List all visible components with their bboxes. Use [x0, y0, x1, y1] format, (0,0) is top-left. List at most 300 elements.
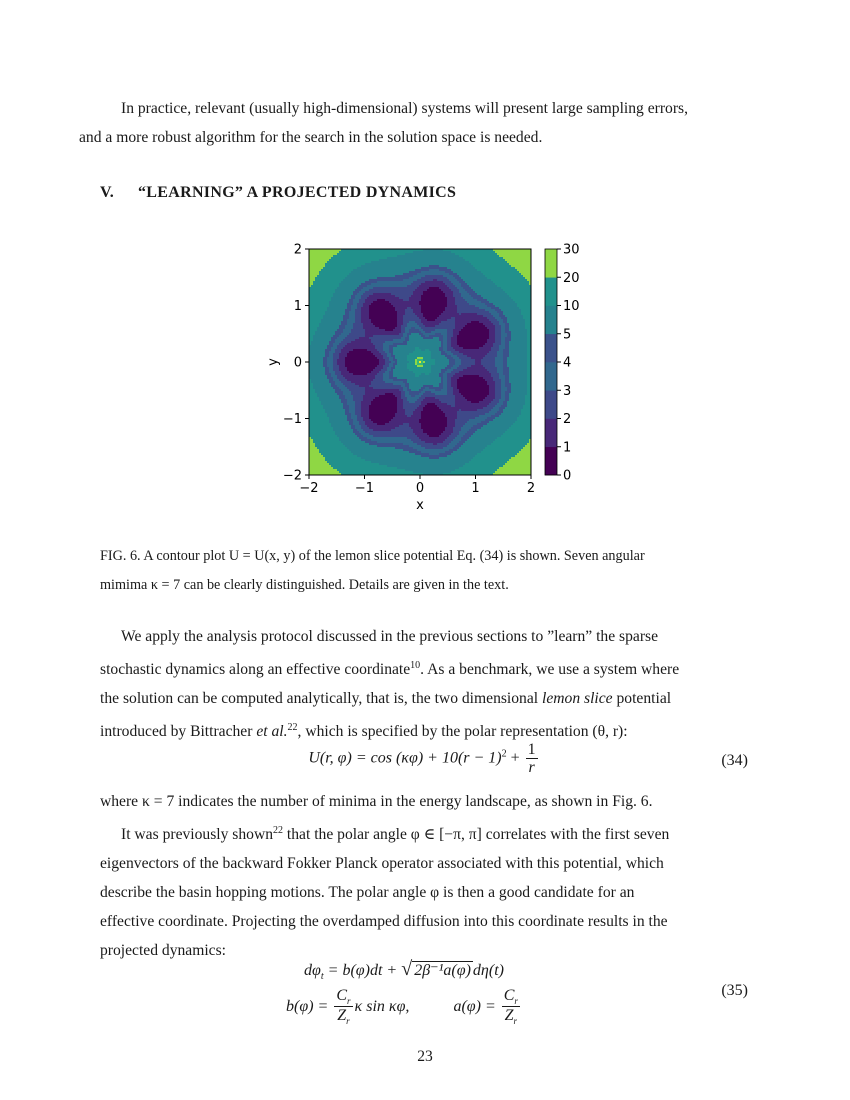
contour-cell [339, 261, 341, 263]
contour-cell [311, 389, 313, 391]
contour-cell [349, 357, 351, 359]
contour-cell [333, 331, 335, 333]
contour-cell [359, 439, 361, 441]
contour-cell [397, 287, 399, 289]
contour-cell [365, 379, 367, 381]
contour-cell [349, 383, 351, 385]
contour-cell [389, 265, 391, 267]
contour-cell [321, 325, 323, 327]
contour-cell [325, 441, 327, 443]
contour-cell [341, 449, 343, 451]
contour-cell [349, 325, 351, 327]
contour-cell [323, 435, 325, 437]
contour-cell [395, 389, 397, 391]
contour-cell [323, 373, 325, 375]
contour-cell [315, 455, 317, 457]
contour-cell [373, 351, 375, 353]
contour-cell [363, 445, 365, 447]
contour-cell [359, 387, 361, 389]
contour-cell [363, 447, 365, 449]
contour-cell [313, 453, 315, 455]
contour-cell [347, 307, 349, 309]
contour-cell [353, 279, 355, 281]
contour-cell [317, 335, 319, 337]
contour-cell [341, 325, 343, 327]
contour-cell [371, 411, 373, 413]
contour-cell [389, 361, 391, 363]
contour-cell [315, 351, 317, 353]
contour-cell [367, 347, 369, 349]
contour-cell [329, 439, 331, 441]
contour-cell [373, 325, 375, 327]
contour-cell [351, 467, 353, 469]
contour-cell [371, 379, 373, 381]
contour-cell [381, 453, 383, 455]
contour-cell [363, 341, 365, 343]
contour-cell [375, 255, 377, 257]
contour-cell [357, 355, 359, 357]
contour-cell [351, 281, 353, 283]
contour-cell [347, 371, 349, 373]
contour-cell [365, 403, 367, 405]
contour-cell [385, 353, 387, 355]
contour-cell [335, 361, 337, 363]
contour-cell [385, 417, 387, 419]
contour-cell [383, 403, 385, 405]
contour-cell [349, 281, 351, 283]
contour-cell [363, 463, 365, 465]
contour-cell [371, 303, 373, 305]
contour-cell [319, 283, 321, 285]
contour-cell [359, 433, 361, 435]
contour-cell [379, 321, 381, 323]
contour-cell [361, 285, 363, 287]
contour-cell [395, 367, 397, 369]
contour-cell [317, 383, 319, 385]
contour-cell [375, 413, 377, 415]
contour-cell [357, 393, 359, 395]
contour-cell [373, 423, 375, 425]
contour-cell [365, 327, 367, 329]
contour-cell [351, 417, 353, 419]
contour-cell [375, 427, 377, 429]
contour-cell [353, 439, 355, 441]
contour-cell [375, 443, 377, 445]
contour-cell [319, 297, 321, 299]
contour-cell [363, 319, 365, 321]
contour-cell [327, 287, 329, 289]
contour-cell [385, 427, 387, 429]
contour-cell [381, 291, 383, 293]
contour-cell [317, 343, 319, 345]
contour-cell [327, 397, 329, 399]
contour-cell [345, 321, 347, 323]
contour-cell [341, 429, 343, 431]
contour-cell [379, 413, 381, 415]
contour-cell [359, 297, 361, 299]
contour-cell [319, 287, 321, 289]
contour-cell [323, 293, 325, 295]
contour-cell [315, 437, 317, 439]
contour-cell [367, 465, 369, 467]
contour-cell [369, 423, 371, 425]
contour-cell [315, 283, 317, 285]
contour-cell [377, 311, 379, 313]
contour-cell [327, 329, 329, 331]
contour-cell [331, 439, 333, 441]
contour-cell [389, 373, 391, 375]
contour-cell [325, 289, 327, 291]
contour-cell [341, 447, 343, 449]
contour-cell [377, 385, 379, 387]
contour-cell [317, 337, 319, 339]
contour-cell [355, 411, 357, 413]
contour-cell [339, 403, 341, 405]
contour-cell [393, 313, 395, 315]
contour-cell [317, 373, 319, 375]
contour-cell [375, 395, 377, 397]
contour-cell [327, 327, 329, 329]
contour-cell [331, 275, 333, 277]
contour-cell [333, 283, 335, 285]
contour-cell [359, 467, 361, 469]
contour-cell [345, 401, 347, 403]
contour-cell [345, 429, 347, 431]
contour-cell [385, 319, 387, 321]
contour-cell [335, 297, 337, 299]
contour-cell [313, 279, 315, 281]
contour-cell [315, 457, 317, 459]
contour-cell [353, 455, 355, 457]
contour-cell [321, 465, 323, 467]
contour-cell [353, 421, 355, 423]
contour-cell [321, 441, 323, 443]
contour-cell [315, 373, 317, 375]
contour-cell [365, 463, 367, 465]
contour-cell [375, 405, 377, 407]
contour-cell [317, 377, 319, 379]
contour-cell [377, 305, 379, 307]
contour-cell [313, 367, 315, 369]
contour-cell [365, 445, 367, 447]
contour-cell [395, 325, 397, 327]
contour-cell [317, 443, 319, 445]
contour-cell [385, 307, 387, 309]
contour-cell [351, 379, 353, 381]
contour-cell [329, 405, 331, 407]
contour-cell [347, 267, 349, 269]
contour-cell [327, 351, 329, 353]
contour-cell [349, 331, 351, 333]
contour-cell [311, 251, 313, 253]
contour-cell [395, 255, 397, 257]
contour-cell [317, 395, 319, 397]
contour-cell [369, 439, 371, 441]
contour-cell [339, 283, 341, 285]
contour-cell [349, 457, 351, 459]
contour-cell [351, 413, 353, 415]
contour-cell [349, 321, 351, 323]
contour-cell [343, 449, 345, 451]
contour-cell [391, 315, 393, 317]
contour-cell [397, 257, 399, 259]
contour-cell [365, 387, 367, 389]
contour-cell [335, 471, 337, 473]
contour-cell [357, 333, 359, 335]
contour-cell [369, 293, 371, 295]
contour-cell [317, 283, 319, 285]
contour-cell [333, 353, 335, 355]
contour-cell [357, 383, 359, 385]
contour-cell [325, 251, 327, 253]
contour-cell [369, 397, 371, 399]
contour-cell [317, 439, 319, 441]
contour-cell [359, 375, 361, 377]
contour-cell [373, 335, 375, 337]
contour-cell [351, 359, 353, 361]
contour-cell [331, 307, 333, 309]
contour-cell [357, 431, 359, 433]
contour-cell [329, 379, 331, 381]
contour-cell [349, 467, 351, 469]
contour-cell [341, 267, 343, 269]
contour-cell [393, 291, 395, 293]
contour-cell [343, 349, 345, 351]
contour-cell [347, 347, 349, 349]
contour-cell [387, 273, 389, 275]
contour-cell [397, 275, 399, 277]
contour-cell [355, 389, 357, 391]
contour-cell [333, 327, 335, 329]
contour-cell [389, 275, 391, 277]
contour-cell [329, 425, 331, 427]
contour-cell [381, 251, 383, 253]
contour-cell [361, 325, 363, 327]
contour-cell [327, 305, 329, 307]
contour-cell [323, 341, 325, 343]
contour-cell [387, 461, 389, 463]
contour-cell [333, 431, 335, 433]
contour-cell [333, 433, 335, 435]
contour-cell [379, 381, 381, 383]
contour-cell [363, 265, 365, 267]
contour-cell [395, 273, 397, 275]
contour-cell [335, 317, 337, 319]
contour-cell [389, 271, 391, 273]
contour-cell [323, 323, 325, 325]
contour-cell [311, 413, 313, 415]
contour-cell [381, 389, 383, 391]
contour-cell [315, 391, 317, 393]
contour-cell [361, 367, 363, 369]
contour-cell [343, 281, 345, 283]
contour-cell [377, 409, 379, 411]
contour-cell [385, 373, 387, 375]
contour-cell [371, 373, 373, 375]
contour-cell [361, 415, 363, 417]
contour-cell [319, 447, 321, 449]
contour-cell [349, 353, 351, 355]
contour-cell [331, 453, 333, 455]
contour-cell [349, 401, 351, 403]
contour-cell [377, 399, 379, 401]
contour-cell [317, 465, 319, 467]
contour-cell [323, 433, 325, 435]
contour-cell [383, 389, 385, 391]
contour-cell [385, 429, 387, 431]
contour-cell [339, 401, 341, 403]
contour-cell [383, 425, 385, 427]
contour-cell [365, 429, 367, 431]
contour-cell [369, 357, 371, 359]
contour-cell [317, 469, 319, 471]
contour-cell [357, 417, 359, 419]
contour-cell [365, 427, 367, 429]
contour-cell [327, 367, 329, 369]
contour-cell [315, 367, 317, 369]
contour-cell [375, 471, 377, 473]
contour-cell [331, 253, 333, 255]
contour-cell [377, 339, 379, 341]
contour-cell [349, 303, 351, 305]
contour-cell [331, 261, 333, 263]
contour-cell [391, 309, 393, 311]
contour-cell [339, 393, 341, 395]
contour-cell [357, 277, 359, 279]
contour-cell [329, 397, 331, 399]
contour-cell [345, 375, 347, 377]
contour-cell [317, 429, 319, 431]
contour-cell [329, 303, 331, 305]
contour-cell [325, 391, 327, 393]
contour-cell [337, 431, 339, 433]
contour-cell [375, 391, 377, 393]
contour-cell [313, 269, 315, 271]
contour-cell [325, 451, 327, 453]
contour-cell [369, 369, 371, 371]
contour-cell [361, 267, 363, 269]
contour-cell [349, 271, 351, 273]
contour-cell [365, 437, 367, 439]
contour-cell [393, 285, 395, 287]
contour-cell [361, 441, 363, 443]
contour-cell [369, 451, 371, 453]
contour-cell [317, 257, 319, 259]
contour-cell [383, 251, 385, 253]
contour-cell [375, 409, 377, 411]
contour-cell [329, 459, 331, 461]
contour-cell [389, 301, 391, 303]
contour-cell [395, 331, 397, 333]
contour-cell [381, 455, 383, 457]
contour-cell [391, 455, 393, 457]
contour-cell [369, 323, 371, 325]
contour-cell [375, 457, 377, 459]
contour-cell [385, 451, 387, 453]
contour-cell [353, 399, 355, 401]
contour-cell [357, 271, 359, 273]
contour-cell [347, 413, 349, 415]
contour-cell [385, 291, 387, 293]
contour-cell [373, 261, 375, 263]
contour-cell [389, 445, 391, 447]
contour-cell [391, 273, 393, 275]
contour-cell [385, 339, 387, 341]
contour-cell [343, 433, 345, 435]
contour-cell [367, 301, 369, 303]
contour-cell [337, 403, 339, 405]
contour-cell [389, 257, 391, 259]
contour-cell [333, 399, 335, 401]
contour-cell [357, 351, 359, 353]
contour-cell [375, 361, 377, 363]
contour-cell [319, 391, 321, 393]
contour-cell [319, 441, 321, 443]
contour-cell [317, 435, 319, 437]
contour-cell [341, 281, 343, 283]
contour-cell [341, 427, 343, 429]
contour-cell [379, 327, 381, 329]
contour-cell [339, 445, 341, 447]
contour-cell [329, 291, 331, 293]
contour-cell [385, 469, 387, 471]
contour-cell [353, 267, 355, 269]
contour-cell [385, 461, 387, 463]
contour-cell [385, 457, 387, 459]
contour-cell [395, 387, 397, 389]
contour-cell [341, 415, 343, 417]
contour-cell [345, 293, 347, 295]
contour-cell [357, 357, 359, 359]
contour-cell [371, 331, 373, 333]
contour-cell [377, 451, 379, 453]
contour-cell [333, 397, 335, 399]
contour-cell [387, 353, 389, 355]
contour-cell [387, 389, 389, 391]
contour-cell [357, 403, 359, 405]
contour-cell [389, 269, 391, 271]
contour-cell [389, 407, 391, 409]
contour-cell [361, 279, 363, 281]
contour-cell [321, 259, 323, 261]
contour-cell [367, 307, 369, 309]
contour-cell [317, 339, 319, 341]
contour-cell [327, 369, 329, 371]
contour-cell [317, 427, 319, 429]
contour-cell [355, 425, 357, 427]
contour-cell [357, 345, 359, 347]
contour-cell [321, 471, 323, 473]
contour-cell [361, 365, 363, 367]
contour-cell [391, 433, 393, 435]
contour-cell [337, 407, 339, 409]
contour-cell [377, 367, 379, 369]
contour-cell [367, 263, 369, 265]
contour-cell [371, 395, 373, 397]
contour-cell [373, 339, 375, 341]
contour-cell [329, 465, 331, 467]
contour-cell [395, 339, 397, 341]
contour-cell [331, 309, 333, 311]
contour-cell [317, 357, 319, 359]
contour-cell [349, 255, 351, 257]
contour-cell [367, 427, 369, 429]
contour-cell [353, 327, 355, 329]
contour-cell [371, 443, 373, 445]
contour-cell [339, 365, 341, 367]
contour-cell [337, 277, 339, 279]
contour-cell [393, 409, 395, 411]
